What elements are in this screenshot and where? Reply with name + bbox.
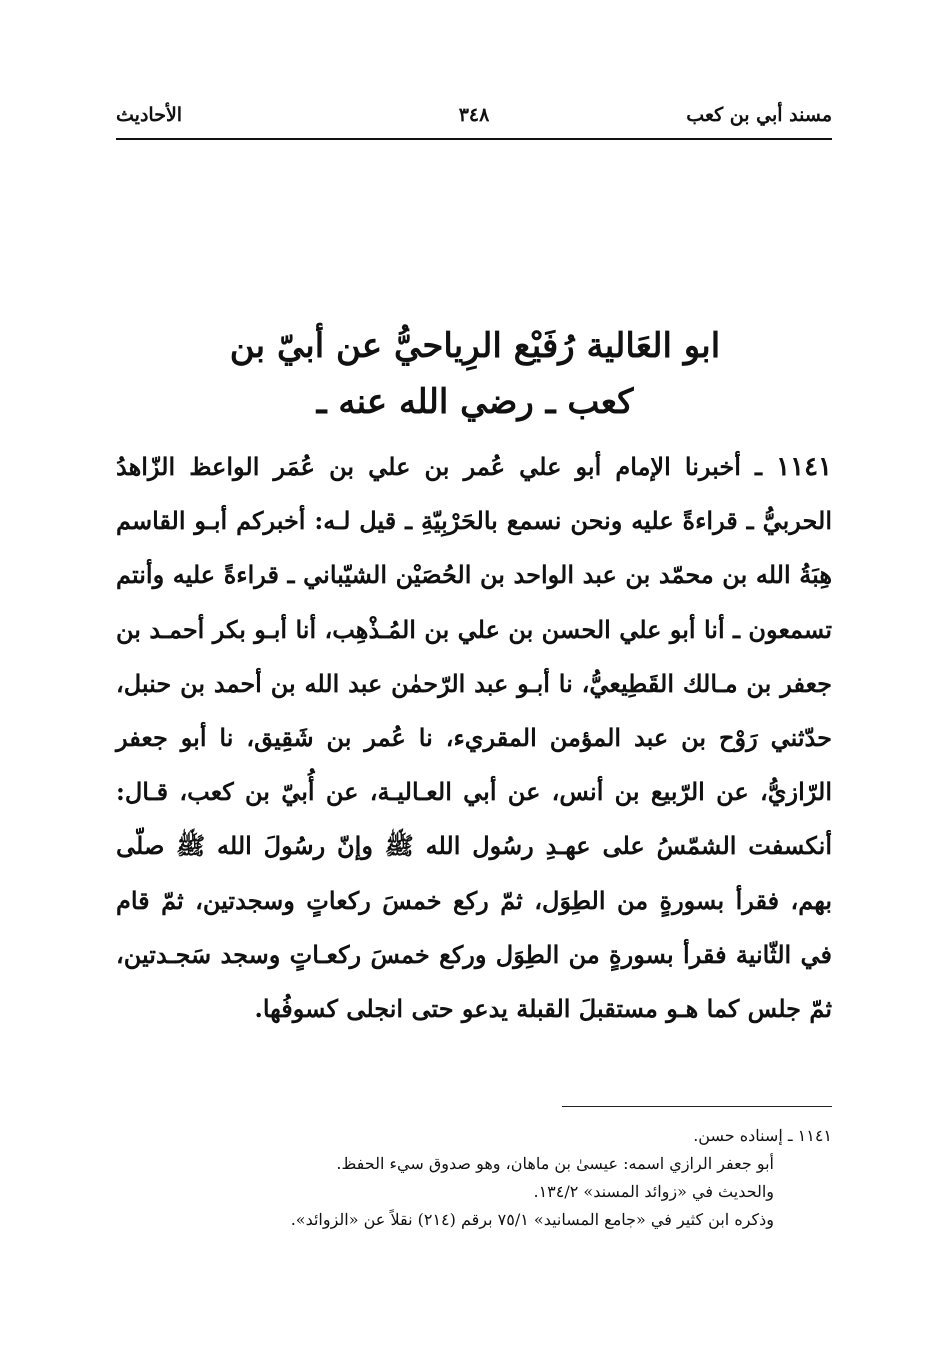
header-page-number: ٣٤٨ [458,104,490,126]
footnotes [116,1122,832,1234]
running-header [116,104,832,140]
chapter-heading [150,318,800,430]
footnote-line-4: وذكره ابن كثير في «جامع المسانيد» ٧٥/١ برقم (٢١٤) نقلاً عن «الزوائد». [290,1210,774,1229]
footnote-separator [562,1106,832,1107]
footnote-line-1: ١١٤١ ـ إسناده حسن. [693,1126,832,1145]
footnote-line-3: والحديث في «زوائد المسند» ١٣٤/٢. [533,1182,774,1201]
hadith-paragraph [116,440,832,1036]
hadith-text: ـ أخبرنا الإمام أبو علي عُمر بن علي بن عُمَر الواعظ الزّاهدُ الحربيُّ ـ قراءةً عليه ونحن نسمع بالحَرْبِيّةِ ـ قيل لـه: أخبركم أبـو القاسم هِبَةُ الله بن محمّد بن عبد الواحد بن الحُصَيْن الشيّباني ـ قراءةً عليه وأنتم تسمعون ـ أنا أبو علي الحسن بن علي بن المُـذْهِب، أنا أبـو بكر أحمـد بن جعفر بن مـالك القَطِيعيُّ، نا أبـو عبد الرّحمٰن عبد الله بن أحمد بن حنبل، حدّثني رَوْح بن عبد المؤمن المقريء، نا عُمر بن شَقِيق، نا أبو جعفر الرّازيُّ، عن الرّبيع بن أنس، عن أبي العـاليـة، عن أُبيّ بن كعب، قـال: أنكسفت الشمّسُ على عهـدِ رسُول الله ﷺ وإنّ رسُولَ الله ﷺ صلّى بهم، فقرأ بسورةٍ من الطِوَل، ثمّ ركع خمسَ ركعاتٍ وسجدتين، ثمّ قام في الثّانية فقرأ بسورةٍ من الطِوَل وركع خمسَ ركعـاتٍ وسجد سَجـدتين، ثمّ جلس كما هـو مستقبلَ القبلة يدعو حتى انجلى كسوفُها. [116,452,833,1024]
hadith-number: ١١٤١ [776,452,833,482]
header-book-title: مسند أبي بن كعب [686,104,832,126]
footnote-line-2: أبو جعفر الرازي اسمه: عيسىٰ بن ماهان، وهو صدوق سيء الحفظ. [336,1154,774,1173]
header-section-title: الأحاديث [116,104,183,126]
chapter-heading-line-2: كعب ـ رضي الله عنه ـ [316,382,634,422]
chapter-heading-line-1: ابو العَالية رُفَيْع الرِياحيُّ عن أبيّ بن [229,326,721,366]
